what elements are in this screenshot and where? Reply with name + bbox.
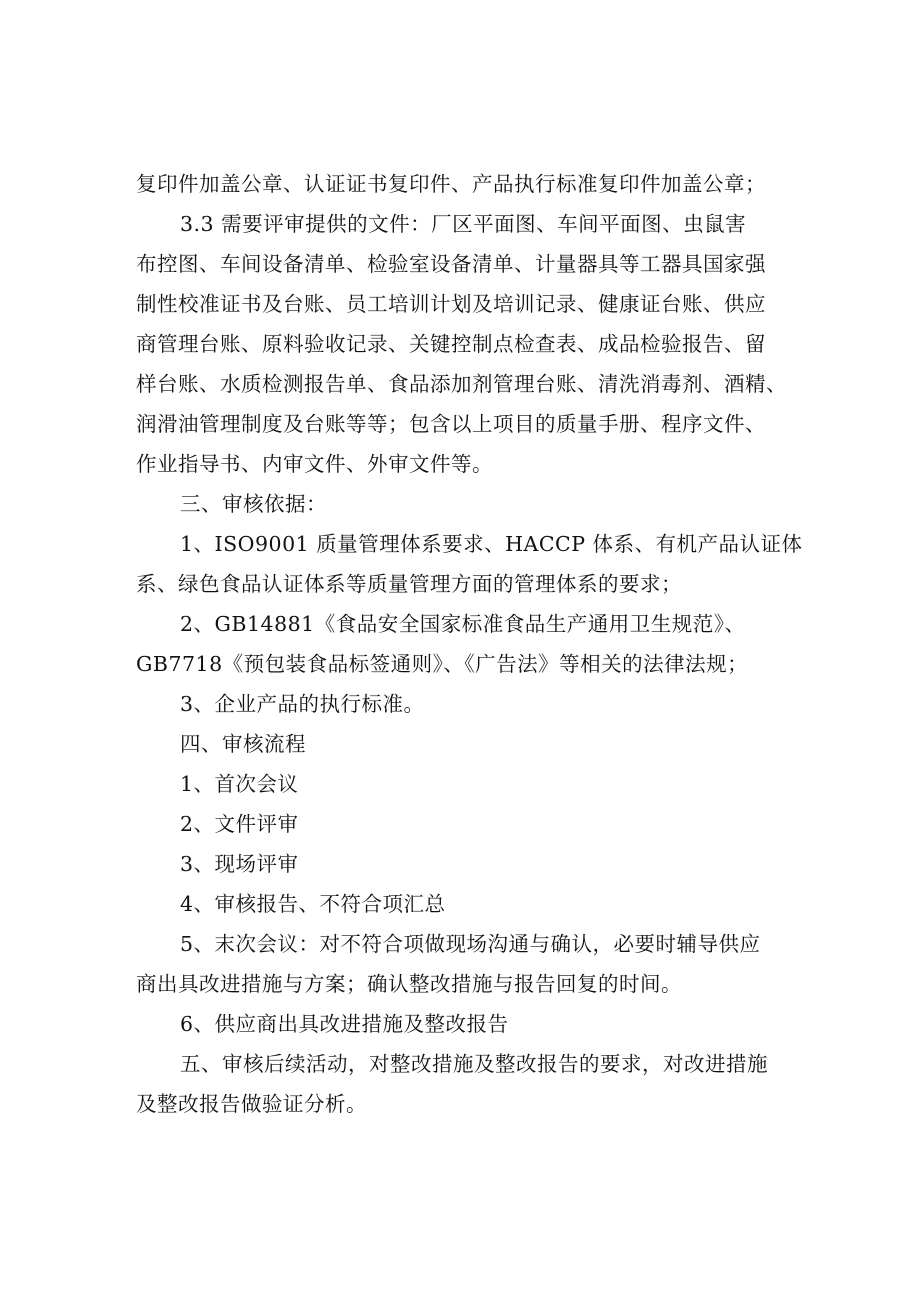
paragraph	[136, 764, 788, 804]
text-line: 1、ISO9001 质量管理体系要求、HACCP 体系、有机产品认证体	[180, 532, 803, 556]
paragraph	[136, 604, 788, 684]
text-line: 作业指导书、内审文件、外审文件等。	[136, 452, 493, 476]
paragraph	[136, 804, 788, 844]
text-line: 四、审核流程	[180, 732, 306, 756]
paragraph	[136, 884, 788, 924]
paragraph	[136, 1004, 788, 1044]
text-line: 6、供应商出具改进措施及整改报告	[180, 1012, 509, 1036]
text-line: 系、绿色食品认证体系等质量管理方面的管理体系的要求；	[136, 572, 682, 596]
text-line: 2、文件评审	[180, 812, 299, 836]
text-line: 复印件加盖公章、认证证书复印件、产品执行标准复印件加盖公章；	[136, 172, 766, 196]
paragraph	[136, 204, 788, 484]
text-line: 3、企业产品的执行标准。	[180, 692, 425, 716]
text-line: 1、首次会议	[180, 772, 299, 796]
text-line: GB7718《预包装食品标签通则》、《广告法》等相关的法律法规；	[136, 652, 749, 676]
text-line: 样台账、水质检测报告单、食品添加剂管理台账、清洗消毒剂、酒精、	[136, 372, 787, 396]
text-line: 润滑油管理制度及台账等等；包含以上项目的质量手册、程序文件、	[136, 412, 766, 436]
text-line: 五、审核后续活动，对整改措施及整改报告的要求，对改进措施	[180, 1052, 768, 1076]
text-line: 5、末次会议：对不符合项做现场沟通与确认，必要时辅导供应	[180, 932, 761, 956]
text-line: 2、GB14881《食品安全国家标准食品生产通用卫生规范》、	[180, 612, 746, 636]
paragraph	[136, 164, 788, 204]
text-line: 3、现场评审	[180, 852, 299, 876]
paragraph	[136, 844, 788, 884]
paragraph	[136, 924, 788, 1004]
text-line: 三、审核依据：	[180, 492, 327, 516]
text-line: 布控图、车间设备清单、检验室设备清单、计量器具等工器具国家强	[136, 252, 766, 276]
text-line: 及整改报告做验证分析。	[136, 1092, 367, 1116]
document-body	[136, 164, 803, 1124]
text-line: 商出具改进措施与方案；确认整改措施与报告回复的时间。	[136, 972, 682, 996]
text-line: 3.3 需要评审提供的文件：厂区平面图、车间平面图、虫鼠害	[180, 212, 747, 236]
paragraph	[136, 684, 788, 724]
paragraph	[136, 484, 788, 524]
text-line: 商管理台账、原料验收记录、关键控制点检查表、成品检验报告、留	[136, 332, 766, 356]
paragraph	[136, 724, 788, 764]
text-line: 制性校准证书及台账、员工培训计划及培训记录、健康证台账、供应	[136, 292, 766, 316]
paragraph	[136, 524, 803, 604]
paragraph	[136, 1044, 788, 1124]
text-line: 4、审核报告、不符合项汇总	[180, 892, 446, 916]
